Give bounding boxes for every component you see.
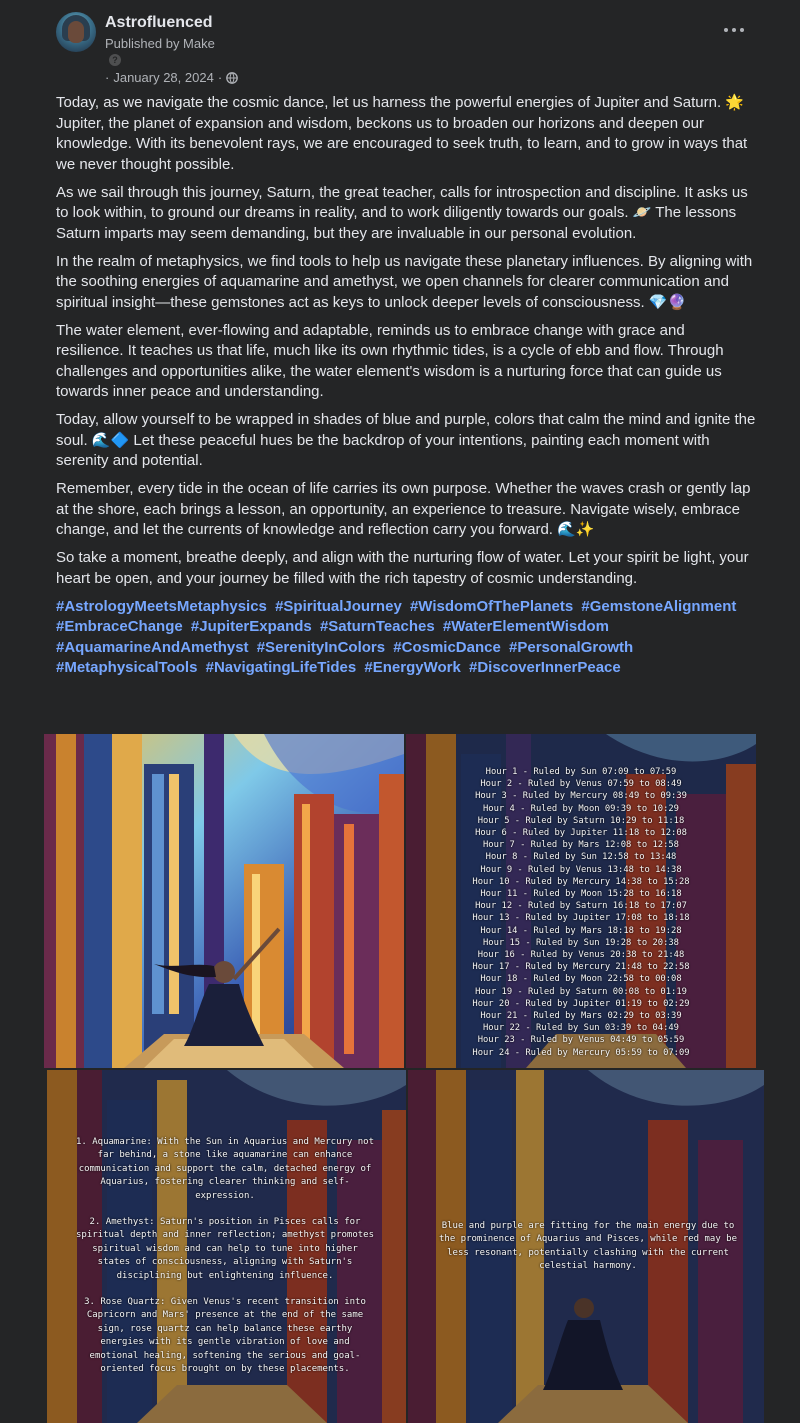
post-meta: · January 28, 2024 · — [105, 70, 238, 85]
post-image-planetary-hours[interactable] — [406, 734, 756, 1068]
planetary-hour-line: Hour 16 - Ruled by Venus 20:38 to 21:48 — [477, 950, 685, 961]
planetary-hour-line: Hour 12 - Ruled by Saturn 16:18 to 17:07 — [475, 901, 687, 912]
planetary-hour-line: Hour 4 - Ruled by Moon 09:39 to 10:29 — [483, 803, 679, 814]
post-body — [56, 93, 756, 679]
planetary-hour-line: Hour 11 - Ruled by Moon 15:28 to 16:18 — [480, 889, 682, 900]
colors-text: Blue and purple are fitting for the main energy due to the prominence of Aquarius and Pisces, while red may be less resonant, potentially clashing with the current celestial harmony. — [438, 1221, 737, 1272]
planetary-hour-line: Hour 14 - Ruled by Mars 18:18 to 19:28 — [480, 925, 682, 936]
painting-illustration — [44, 734, 404, 1068]
paragraph: Remember, every tide in the ocean of life carries its own purpose. Whether the waves crash or gently lap at the shore, each brings a lesson, an opportunity, an experience to treasure. Navigate wisely, embrace change, and let the currents of knowledge and reflection carry you forward. 🌊✨ — [56, 480, 751, 538]
hashtag-link[interactable]: #WisdomOfThePlanets — [409, 597, 574, 615]
planetary-hour-line: Hour 9 - Ruled by Venus 13:48 to 14:38 — [480, 864, 682, 875]
hashtag-link[interactable]: #CosmicDance — [393, 638, 501, 656]
paragraph: Today, allow yourself to be wrapped in shades of blue and purple, colors that calm the mind and ignite the soul. 🌊🔷 Let these peaceful hues be the backdrop of your intentions, painting each moment with serenity and potential. — [56, 411, 756, 469]
hashtag-link[interactable]: #WaterElementWisdom — [442, 618, 609, 635]
planetary-hour-line: Hour 8 - Ruled by Sun 12:58 to 13:48 — [485, 852, 677, 863]
hashtag-link[interactable]: #EmbraceChange — [56, 618, 183, 635]
planetary-hours-list — [406, 766, 756, 1059]
crystal-item: 2. Amethyst: Saturn's position in Pisces calls for spiritual depth and inner reflection; amethyst promotes spiritual wisdom and can help to tune into higher states of consciousness, aligning with Saturn's disciplining but enlightening influence. — [75, 1217, 374, 1281]
hashtag-link[interactable]: #SpiritualJourney — [275, 597, 402, 615]
planetary-hour-line: Hour 1 - Ruled by Sun 07:09 to 07:59 — [485, 767, 677, 777]
hashtag-link[interactable]: #SerenityInColors — [256, 638, 386, 656]
hashtag-link[interactable]: #MetaphysicalTools — [56, 659, 198, 676]
paragraph: So take a moment, breathe deeply, and align with the nurturing flow of water. Let your spirit be light, your heart be open, and your journey be filled with the rich tapestry of cosmic understanding. — [56, 549, 749, 587]
planetary-hour-line: Hour 7 - Ruled by Mars 12:08 to 12:58 — [483, 840, 679, 851]
planetary-hour-line: Hour 23 - Ruled by Venus 04:49 to 05:59 — [477, 1035, 685, 1046]
planetary-hour-line: Hour 3 - Ruled by Mercury 08:49 to 09:39 — [475, 791, 687, 802]
planetary-hour-line: Hour 24 - Ruled by Mercury 05:59 to 07:09 — [472, 1047, 690, 1058]
crystals-text — [75, 1136, 375, 1390]
paragraph: The water element, ever-flowing and adaptable, reminds us to embrace change with grace and resilience. It teaches us that life, much like its own rhythmic tides, is a cycle of ebb and flow. Through challenges and opportunities alike, the water element's wisdom is a nurturing force that can guide us towards inner peace and understanding. — [56, 321, 724, 400]
globe-icon — [226, 72, 238, 84]
published-by: Published by Make — [105, 36, 215, 51]
post-image-crystals[interactable] — [47, 1070, 406, 1423]
planetary-hour-line: Hour 10 - Ruled by Mercury 14:38 to 15:28 — [472, 876, 690, 887]
planetary-hour-line: Hour 20 - Ruled by Jupiter 01:19 to 02:29 — [472, 998, 690, 1009]
post-header — [56, 12, 756, 88]
hashtag-link[interactable]: #PersonalGrowth — [509, 638, 634, 656]
avatar[interactable] — [56, 12, 96, 52]
paragraph: As we sail through this journey, Saturn, the great teacher, calls for introspection and discipline. It asks us to look within, to ground our dreams in reality, and to work diligently towards our goals. 🪐 The lessons Saturn imparts may seem demanding, but they are invaluable in our personal evolution. — [56, 183, 748, 242]
help-icon[interactable]: ? — [109, 54, 121, 66]
hashtag-link[interactable]: #SaturnTeaches — [319, 618, 435, 635]
planetary-hour-line: Hour 13 - Ruled by Jupiter 17:08 to 18:18 — [472, 913, 690, 924]
paragraph: In the realm of metaphysics, we find tools to help us navigate these planetary influences. By aligning with the soothing energies of aquamarine and amethyst, we open channels for clearer communication and spiritual insight—these gemstones act as keys to unlock deeper levels of consciousness. 💎🔮 — [56, 252, 753, 311]
planetary-hour-line: Hour 17 - Ruled by Mercury 21:48 to 22:58 — [472, 962, 690, 973]
planetary-hour-line: Hour 15 - Ruled by Sun 19:28 to 20:38 — [483, 937, 679, 948]
planetary-hour-line: Hour 18 - Ruled by Moon 22:58 to 00:08 — [480, 974, 682, 985]
hashtag-link[interactable]: #JupiterExpands — [190, 618, 312, 635]
more-options-icon[interactable] — [720, 20, 748, 40]
hashtag-link[interactable]: #AstrologyMeetsMetaphysics — [56, 597, 267, 615]
planetary-hour-line: Hour 22 - Ruled by Sun 03:39 to 04:49 — [483, 1023, 679, 1034]
crystal-item: 1. Aquamarine: With the Sun in Aquarius and Mercury not far behind, a stone like aquamarine can enhance communication and support the calm, detached energy of Aquarius, fostering clearer thinking and self-expression. — [75, 1137, 374, 1201]
post-date[interactable]: January 28, 2024 — [113, 70, 214, 85]
hashtag-link[interactable]: #DiscoverInnerPeace — [468, 659, 621, 676]
post-image-colors[interactable] — [408, 1070, 764, 1423]
hashtag-link[interactable]: #EnergyWork — [364, 659, 461, 676]
hashtags — [56, 597, 756, 679]
hashtag-link[interactable]: #GemstoneAlignment — [581, 597, 737, 615]
planetary-hour-line: Hour 5 - Ruled by Saturn 10:29 to 11:18 — [477, 815, 685, 826]
hashtag-link[interactable]: #AquamarineAndAmethyst — [56, 638, 249, 656]
page-name[interactable]: Astrofluenced — [105, 14, 213, 31]
post-image-painting[interactable] — [44, 734, 404, 1068]
planetary-hour-line: Hour 21 - Ruled by Mars 02:29 to 03:39 — [480, 1011, 682, 1022]
hashtag-link[interactable]: #NavigatingLifeTides — [205, 659, 357, 676]
image-grid — [44, 734, 764, 1423]
planetary-hour-line: Hour 19 - Ruled by Saturn 00:08 to 01:19 — [475, 986, 687, 997]
planetary-hour-line: Hour 6 - Ruled by Jupiter 11:18 to 12:08 — [475, 828, 687, 839]
crystal-item: 3. Rose Quartz: Given Venus's recent transition into Capricorn and Mars' presence at the end of the same sign, rose quartz can help balance these earthy energies with its gentle vibration of love and emotional healing, softening the serious and goal-oriented focus brought on by these placements. — [84, 1297, 366, 1375]
paragraph: Today, as we navigate the cosmic dance, let us harness the powerful energies of Jupiter and Saturn. 🌟 Jupiter, the planet of expansion and wisdom, beckons us to broaden our horizons and deepen our knowledge. With its benevolent rays, we are encouraged to seek truth, to learn, and to grow in ways that we never thought possible. — [56, 94, 748, 173]
planetary-hour-line: Hour 2 - Ruled by Venus 07:59 to 08:49 — [480, 779, 682, 790]
